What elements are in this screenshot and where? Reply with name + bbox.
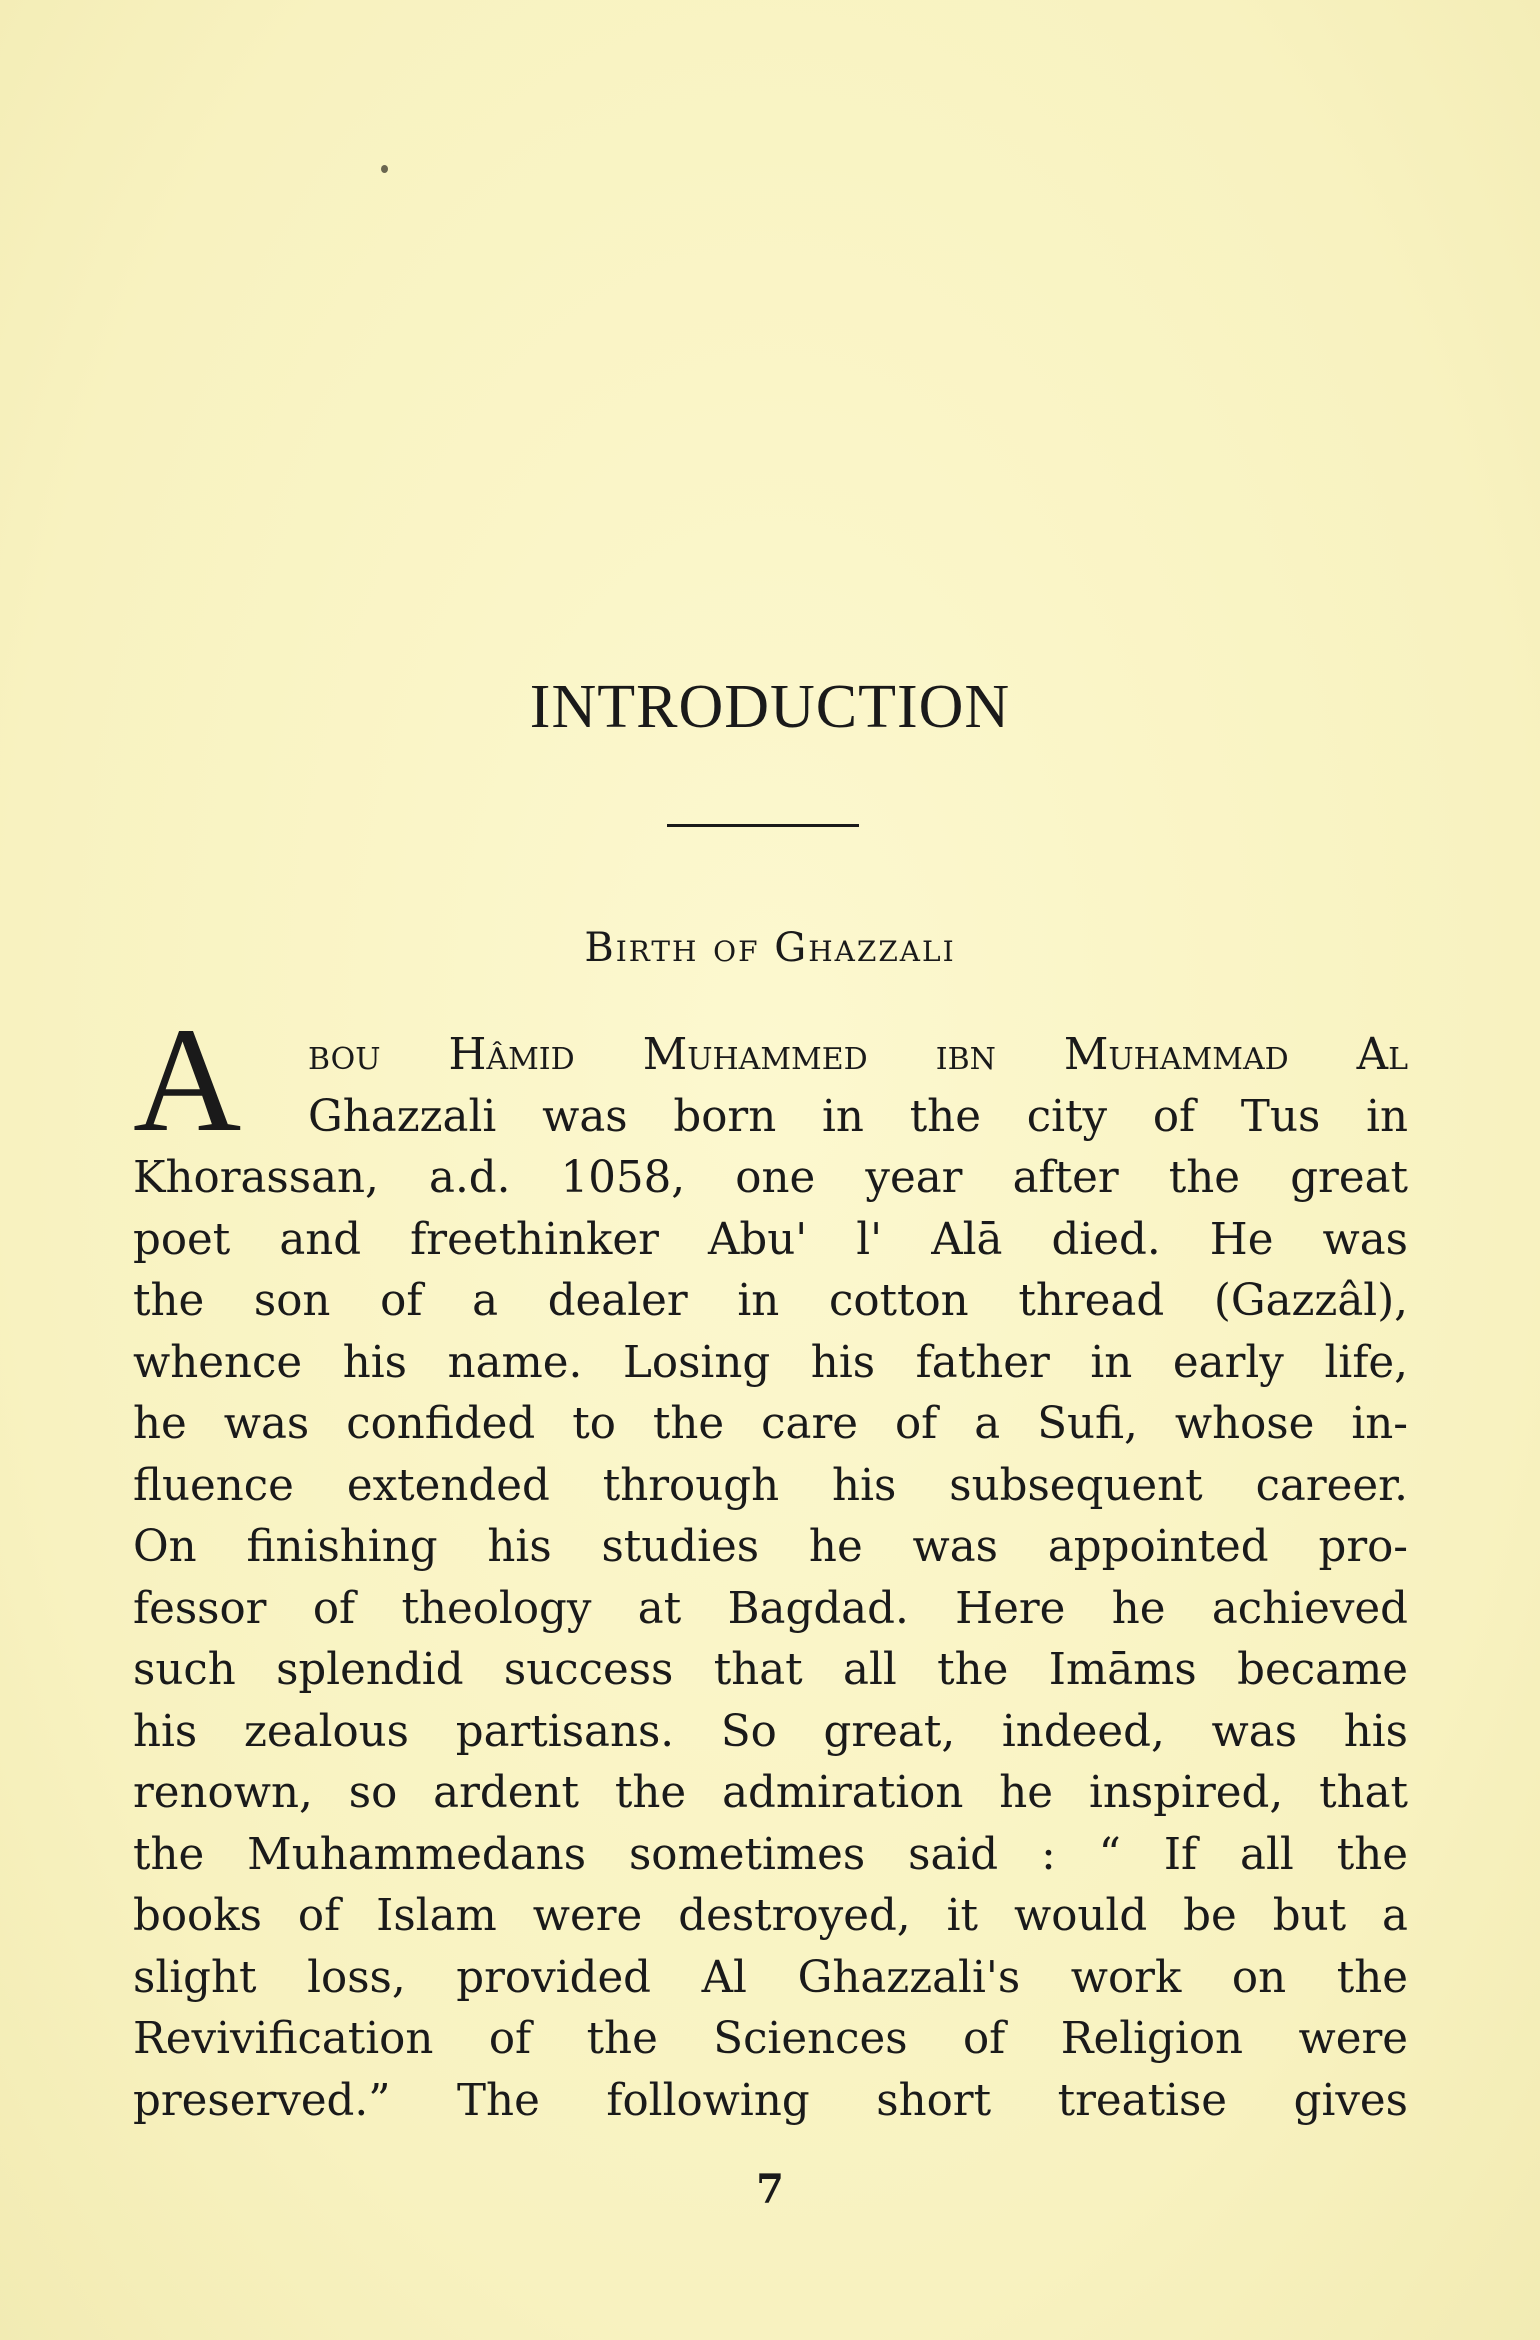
text-line: fessor of theology at Bagdad. Here he achieved — [133, 1583, 1408, 1634]
text-line: books of Islam were destroyed, it would be but a — [133, 1891, 1408, 1941]
text-line: his zealous partisans. So great, indeed, was his — [133, 1706, 1408, 1757]
text-line: whence his name. Losing his father in early life, — [133, 1337, 1408, 1388]
text-line: poet and freethinker Abu' l' Alā died. He was — [133, 1214, 1408, 1265]
title-rule — [667, 824, 859, 827]
text-line: fluence extended through his subsequent career. — [133, 1460, 1408, 1511]
text-line: he was confided to the care of a Sufi, whose in- — [133, 1399, 1408, 1449]
text-line: Revivification of the Sciences of Religion were — [133, 2014, 1408, 2064]
text-line: Ghazzali was born in the city of Tus in — [308, 1091, 1408, 1142]
body-paragraph — [133, 1025, 1408, 2132]
text-line: the Muhammedans sometimes said : “ If all the — [133, 1829, 1408, 1880]
text-line: renown, so ardent the admiration he inspired, that — [133, 1768, 1408, 1818]
drop-cap: A — [133, 997, 242, 1163]
chapter-title: INTRODUCTION — [529, 673, 1011, 741]
text-line: Khorassan, a.d. 1058, one year after the great — [133, 1153, 1408, 1203]
text-line: On finishing his studies he was appointed pro- — [133, 1522, 1408, 1572]
text-line: the son of a dealer in cotton thread (Gazzâl), — [133, 1276, 1408, 1326]
text-line: preserved.” The following short treatise gives — [133, 2075, 1408, 2126]
section-heading: Birth of Ghazzali — [584, 925, 956, 971]
text-line: such splendid success that all the Imāms became — [133, 1645, 1408, 1695]
text-line: bou Hâmid Muhammed ibn Muhammad Al — [308, 1030, 1408, 1080]
text-line: slight loss, provided Al Ghazzali's work on the — [133, 1952, 1408, 2003]
page-number: 7 — [756, 2166, 784, 2213]
ink-speck — [381, 165, 388, 173]
